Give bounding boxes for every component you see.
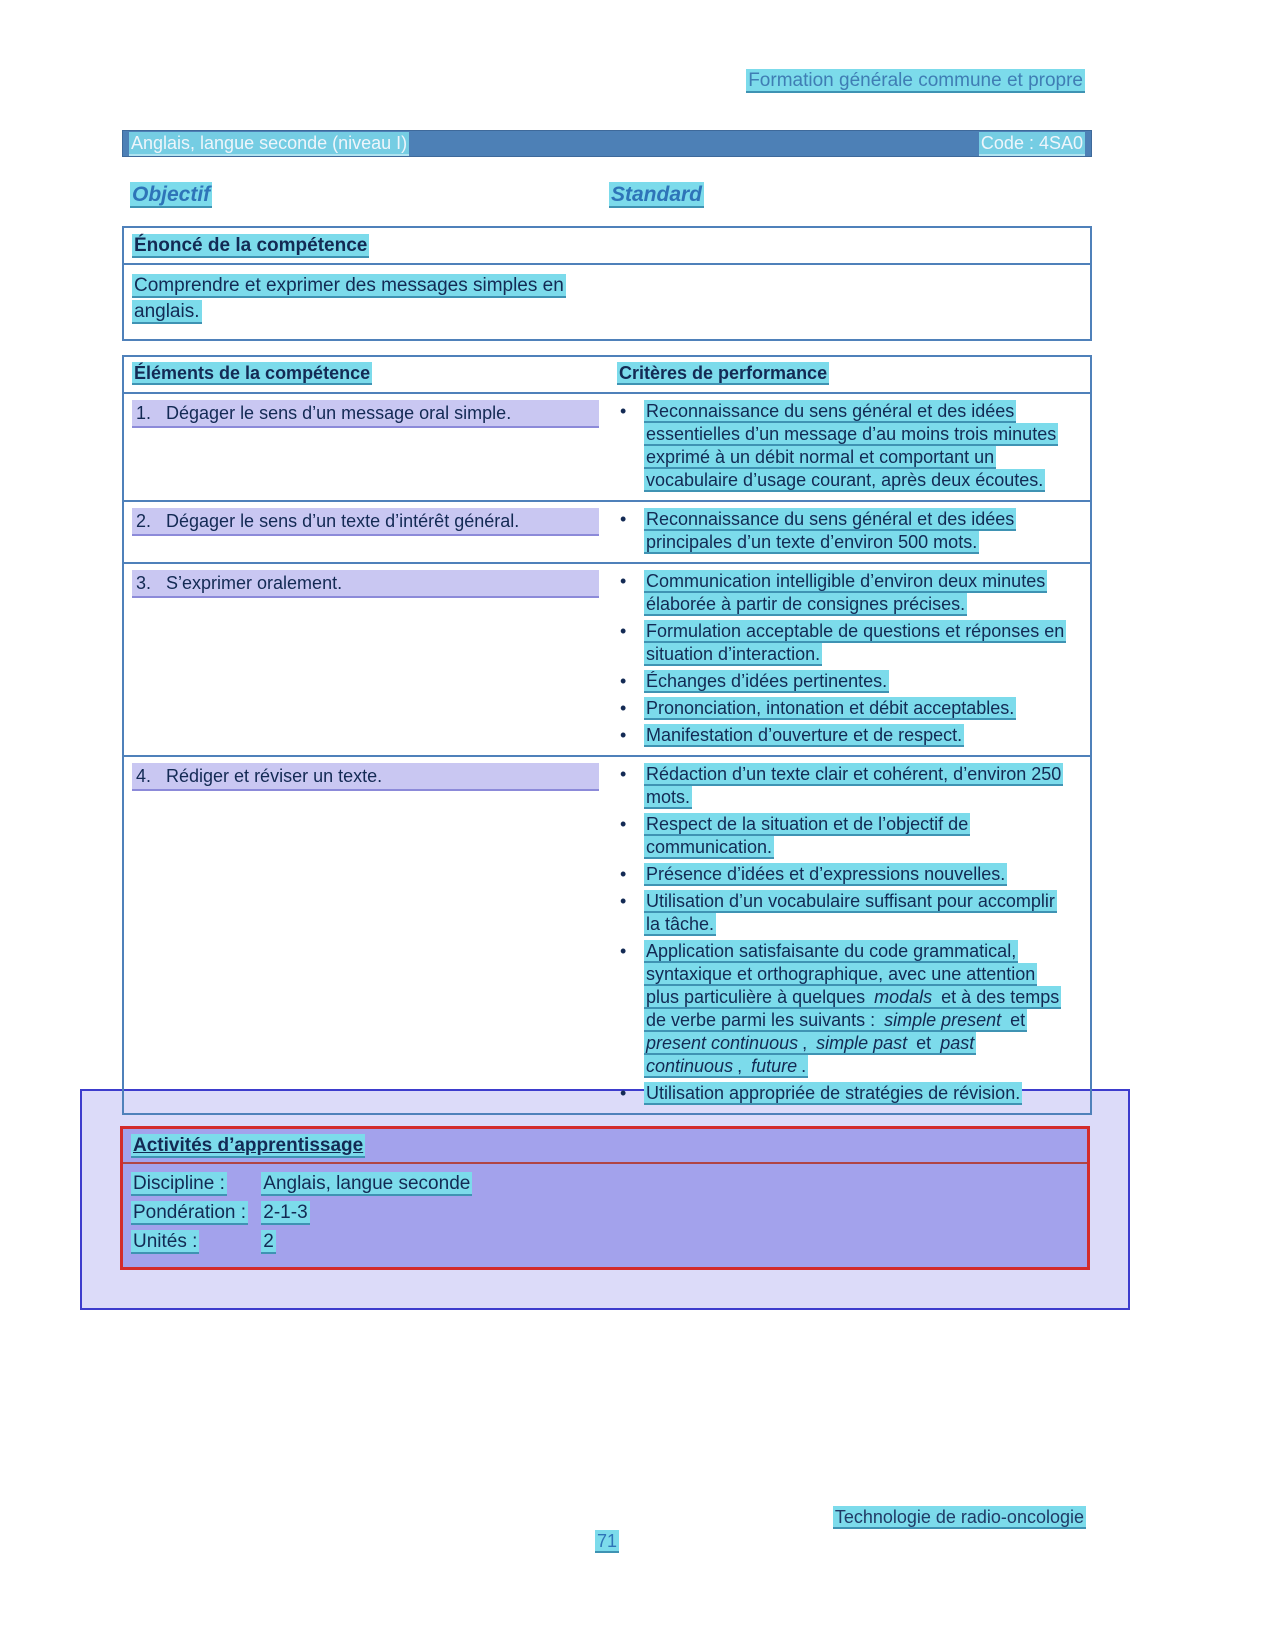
- bullet-icon: •: [620, 891, 627, 911]
- criterion: [617, 400, 1082, 492]
- enonce-body-text: Comprendre et exprimer des messages simples en anglais.: [134, 275, 564, 322]
- criterion-text: Communication intelligible d’environ deux minutes élaborée à partir de consignes précises.: [646, 571, 1046, 614]
- table-row: [124, 500, 1090, 562]
- document-column: [122, 130, 1092, 1552]
- criteria-cell: [611, 394, 1090, 500]
- enonce-body: [124, 265, 589, 339]
- bullet-icon: •: [620, 571, 627, 591]
- standard-heading: Standard: [611, 183, 703, 206]
- activities-rows: [123, 1164, 1087, 1267]
- activity-row-unites: [131, 1229, 1079, 1256]
- criterion-text: Prononciation, intonation et débit acceptables.: [646, 698, 1015, 718]
- criteria-cell: [611, 564, 1090, 755]
- discipline-label-slot: [131, 1171, 256, 1196]
- criterion-text: Reconnaissance du sens général et des idées essentielles d’un message d’au moins trois minutes exprimé à un débit normal et comportant un vocabulaire d’usage courant, après deux écoutes.: [646, 401, 1057, 490]
- criterion-text: Formulation acceptable de questions et réponses en situation d’interaction.: [646, 621, 1065, 664]
- table-body: [124, 394, 1090, 1113]
- criterion-text: Utilisation appropriée de stratégies de révision.: [646, 1083, 1021, 1103]
- objectif-heading: Objectif: [132, 183, 211, 206]
- criterion: [617, 508, 1082, 554]
- unites-value: 2: [263, 1231, 274, 1252]
- objectif-slot: [122, 183, 609, 207]
- bullet-icon: •: [620, 814, 627, 834]
- header-note-text: Formation générale commune et propre: [748, 70, 1083, 91]
- activities-overlay-box: [80, 1089, 1130, 1310]
- element-label: 2. Dégager le sens d’un texte d’intérêt général.: [132, 508, 599, 536]
- bullet-icon: •: [620, 698, 627, 718]
- criterion-text: Manifestation d’ouverture et de respect.: [646, 725, 963, 745]
- criteria-cell: [611, 757, 1090, 1113]
- competence-table: [122, 355, 1092, 1115]
- table-row: [124, 394, 1090, 500]
- criterion-text: Respect de la situation et de l’objectif de communication.: [646, 814, 969, 857]
- unites-label-slot: [131, 1229, 256, 1254]
- bullet-icon: •: [620, 509, 627, 529]
- page-number: 71: [596, 1531, 618, 1551]
- document-title-bar: [122, 130, 1092, 157]
- criterion-text: Utilisation d’un vocabulaire suffisant pour accomplir la tâche.: [646, 891, 1055, 934]
- ponderation-label: Pondération :: [133, 1202, 247, 1223]
- bullet-icon: •: [620, 401, 627, 421]
- criterion: [617, 620, 1082, 666]
- bullet-icon: •: [620, 764, 627, 784]
- ponderation-value: 2-1-3: [263, 1202, 308, 1223]
- criterion-text: Présence d’idées et d’expressions nouvelles.: [646, 864, 1006, 884]
- table-header-row: [124, 357, 1090, 394]
- criterion: [617, 940, 1082, 1078]
- criterion: [617, 570, 1082, 616]
- table-row: [124, 755, 1090, 1113]
- discipline-label: Discipline :: [133, 1173, 225, 1194]
- activities-title-row: [123, 1129, 1087, 1164]
- criterion-text: Reconnaissance du sens général et des idées principales d’un texte d’environ 500 mots.: [646, 509, 1015, 552]
- footer-note: [122, 1507, 1092, 1528]
- standard-slot: [609, 183, 704, 207]
- bullet-icon: •: [620, 864, 627, 884]
- criterion: [617, 724, 1082, 747]
- element-cell: [124, 394, 611, 500]
- criterion-text: Rédaction d’un texte clair et cohérent, d’environ 250 mots.: [646, 764, 1062, 807]
- enonce-title: Énoncé de la compétence: [134, 235, 368, 256]
- enonce-title-row: [124, 228, 1090, 265]
- criteres-header-cell: [611, 357, 1090, 392]
- bullet-icon: •: [620, 1083, 627, 1103]
- ponderation-label-slot: [131, 1200, 256, 1225]
- bullet-icon: •: [620, 621, 627, 641]
- bullet-icon: •: [620, 941, 627, 961]
- criterion: [617, 1082, 1082, 1105]
- criteria-cell: [611, 502, 1090, 562]
- element-label: 4. Rédiger et réviser un texte.: [132, 763, 599, 791]
- criterion: [617, 890, 1082, 936]
- document-code: Code : 4SA0: [979, 132, 1085, 156]
- activity-row-ponderation: [131, 1200, 1079, 1227]
- element-label: 3. S’exprimer oralement.: [132, 570, 599, 598]
- elements-header-cell: [124, 357, 611, 392]
- table-row: [124, 562, 1090, 755]
- element-cell: [124, 757, 611, 1113]
- element-cell: [124, 502, 611, 562]
- activity-row-discipline: [131, 1171, 1079, 1198]
- criteres-header: Critères de performance: [619, 363, 828, 383]
- bullet-icon: •: [620, 671, 627, 691]
- bullet-icon: •: [620, 725, 627, 745]
- page-number-row: [122, 1531, 1092, 1552]
- activities-title: Activités d’apprentissage: [133, 1135, 364, 1156]
- section-headings: [122, 183, 1092, 207]
- criterion: [617, 863, 1082, 886]
- criterion-text: Échanges d’idées pertinentes.: [646, 671, 888, 691]
- criterion-text: Application satisfaisante du code grammatical, syntaxique et orthographique, avec une attention plus particulière à quelques modals et à des temps de verbe parmi les suivants : simple present et present continuous , simple past et past continuous , future .: [646, 941, 1060, 1076]
- criterion: [617, 813, 1082, 859]
- element-cell: [124, 564, 611, 755]
- elements-header: Éléments de la compétence: [134, 363, 371, 383]
- element-label: 1. Dégager le sens d’un message oral simple.: [132, 400, 599, 428]
- criterion: [617, 670, 1082, 693]
- document-title: Anglais, langue seconde (niveau I): [129, 132, 409, 156]
- activities-box: [120, 1126, 1090, 1270]
- unites-label: Unités :: [133, 1231, 198, 1252]
- footer-note-text: Technologie de radio-oncologie: [834, 1507, 1084, 1527]
- criterion: [617, 763, 1082, 809]
- discipline-value: Anglais, langue seconde: [263, 1173, 471, 1194]
- header-note: [0, 0, 1275, 92]
- enonce-box: [122, 226, 1092, 341]
- criterion: [617, 697, 1082, 720]
